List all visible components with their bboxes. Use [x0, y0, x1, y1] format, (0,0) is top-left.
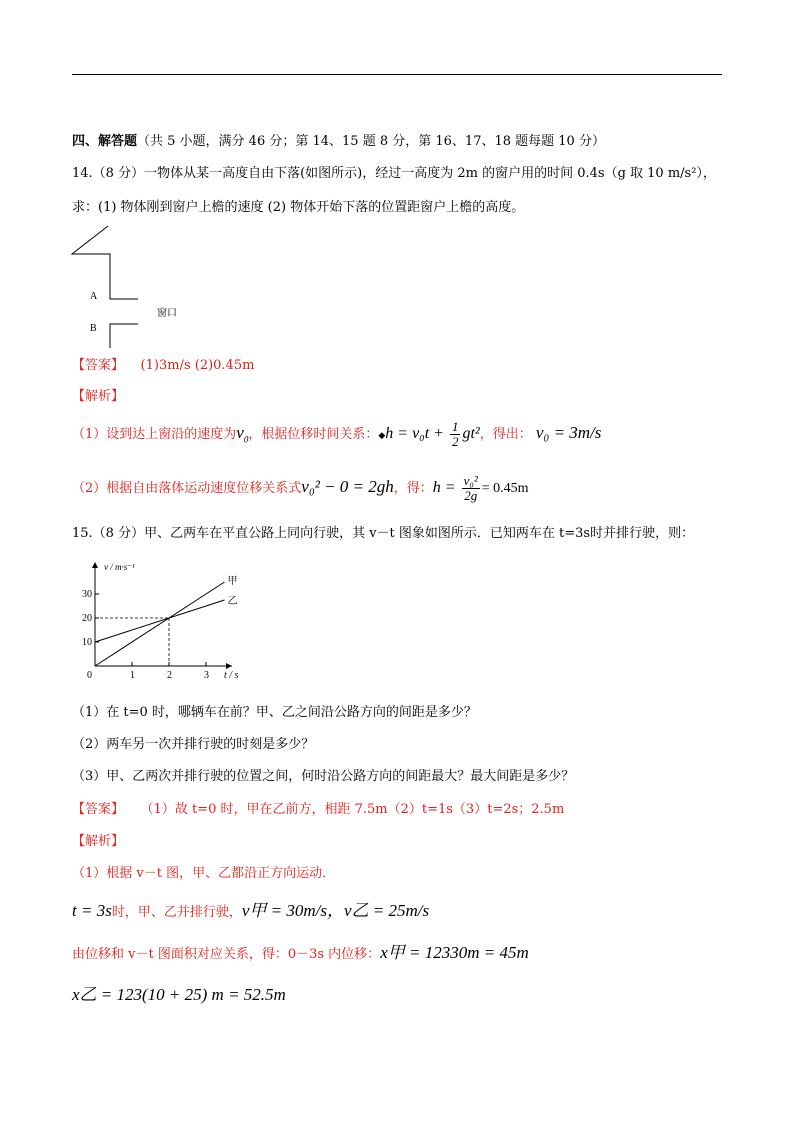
q15-answer [72, 800, 564, 820]
series-line-jia [95, 582, 225, 666]
analysis1-eq-tail: gt² [462, 425, 480, 442]
q14-stem-line1: 14.（8 分）一物体从某一高度自由下落(如图所示)，经过一高度为 2m 的窗户用的时间 0.4s（g 取 10 m/s²）， [72, 166, 716, 181]
x-tick-label-3: 3 [204, 670, 209, 681]
analysis1-eq: h = v₀t + [385, 425, 448, 442]
q14-answer [72, 356, 254, 376]
x-tick-label-0: 0 [87, 670, 92, 681]
q15-question-3: （3）甲、乙两次并排行驶的位置之间，何时沿公路方向的间距最大？最大间距是多少？ [72, 769, 575, 784]
analysis2-prefix: （2）根据自由落体运动速度位移关系式 [72, 481, 302, 496]
q15-analysis-3 [72, 940, 529, 968]
x-tick-label-1: 1 [130, 670, 135, 681]
q15-analysis2-text: 时，甲、乙并排行驶， [111, 905, 242, 920]
y-axis-arrow [92, 562, 98, 568]
q15-eq-x-yi: x乙 = 123(10 + 25) m = 52.5m [72, 985, 286, 1004]
q14-stem-line2: 求：(1) 物体刚到窗户上檐的速度 (2) 物体开始下落的位置距窗户上檐的高度。 [72, 200, 525, 215]
vt-chart [82, 558, 242, 686]
y-axis-label: v / m·s⁻¹ [104, 562, 135, 572]
section-heading [72, 132, 605, 152]
series-label-yi: 乙 [227, 596, 238, 607]
y-tick-label-10: 10 [82, 637, 92, 648]
analysis1-result: v₀ = 3m/s [535, 423, 602, 442]
q15-analysis-1: （1）根据 v－t 图，甲、乙都沿正方向运动． [72, 866, 336, 881]
analysis1-prefix: （1）设到达上窗沿的速度为 [72, 427, 237, 442]
q15-eq-t3: t = 3s [72, 901, 112, 920]
analysis1-frac: $\frac{1}{2}$ [451, 419, 459, 449]
label-window: 窗口 [157, 308, 177, 319]
q14-analysis-tag: 【解析】 [72, 389, 125, 404]
x-axis-arrow [226, 663, 232, 669]
series-line-yi [95, 600, 225, 642]
analysis2-mid: ，得： [393, 481, 433, 496]
answer-text: (1)3m/s (2)0.45m [140, 358, 255, 373]
x-axis-label: t / s [224, 670, 239, 681]
answer-tag: 【答案】 [72, 358, 125, 373]
q15-answer-text: （1）故 t=0 时，甲在乙前方，相距 7.5m（2）t=1s（3）t=2s；2.5m [140, 802, 565, 817]
label-b: B [90, 323, 97, 334]
q15-analysis-2 [72, 898, 429, 926]
q14-analysis-2 [72, 472, 529, 504]
analysis2-result: = 0.45m [481, 481, 529, 496]
section-info: （共 5 小题，满分 46 分；第 14、15 题 8 分，第 16、17、18 题每题 10 分） [137, 134, 605, 149]
q15-analysis-4 [72, 982, 286, 1010]
window-figure [70, 224, 200, 348]
analysis1-mid: ，根据位移时间关系： [248, 427, 379, 442]
q15-analysis3-text: 由位移和 v－t 图面积对应关系，得：0－3s 内位移： [72, 947, 381, 962]
q15-eq-x-jia: x甲 = 12330m = 45m [380, 943, 529, 962]
section-title: 四、解答题 [72, 134, 138, 149]
q15-analysis-tag: 【解析】 [72, 834, 125, 849]
header-rule [72, 74, 722, 75]
analysis2-frac: $\frac{\text{v₀²}}{2g}$ [463, 473, 478, 503]
q15-question-2: （2）两车另一次并排行驶的时刻是多少？ [72, 737, 315, 752]
analysis2-lhs: h = [432, 479, 460, 496]
x-tick-label-2: 2 [167, 670, 172, 681]
q15-question-1: （1）在 t=0 时，哪辆车在前？甲、乙之间沿公路方向的间距是多少？ [72, 705, 477, 720]
series-label-jia: 甲 [227, 576, 238, 587]
q15-answer-tag: 【答案】 [72, 802, 125, 817]
y-tick-label-20: 20 [82, 613, 92, 624]
label-a: A [90, 291, 98, 302]
q15-eq-velocities: v甲 = 30m/s，v乙 = 25m/s [241, 901, 430, 920]
q15-stem: 15.（8 分）甲、乙两车在平直公路上同向行驶，其 v－t 图象如图所示．已知两车在 t=3s时并排行驶，则： [72, 526, 695, 541]
wall-outline-lower [110, 324, 138, 348]
q14-analysis-1: （1）设到达上窗沿的速度为$v_0$，根据位移时间关系：◆h = v₀t + $\frac{1}{2}$ gt²，得出： v₀ = 3m/s [72, 419, 602, 449]
analysis1-suffix: ，得出： [479, 427, 532, 442]
v0-symbol: $v_0$ [236, 423, 249, 445]
wall-outline-upper [72, 226, 138, 299]
analysis2-eq: v₀² − 0 = 2gh [301, 477, 394, 496]
y-tick-label-30: 30 [82, 589, 92, 600]
